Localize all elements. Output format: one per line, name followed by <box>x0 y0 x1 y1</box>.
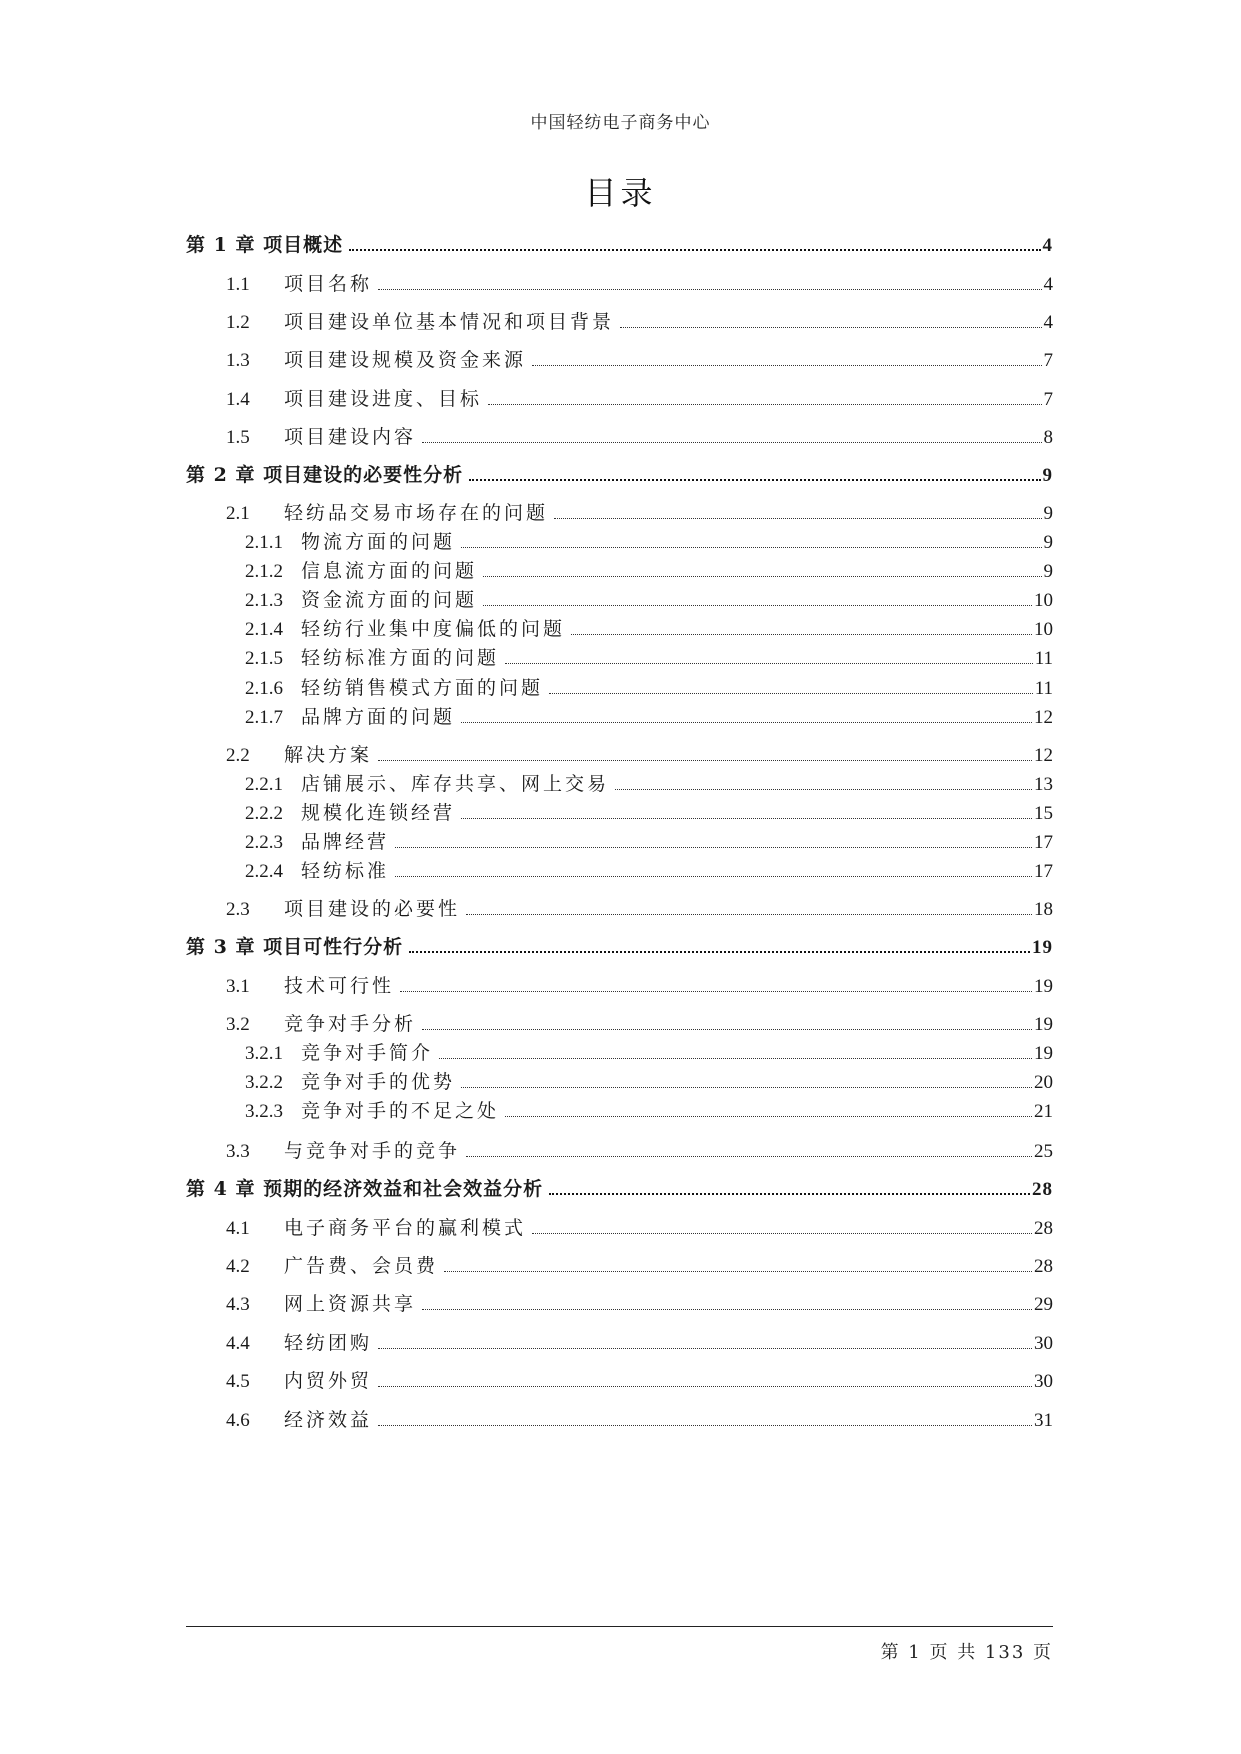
dot-leader <box>620 326 1041 328</box>
toc-entry-label: 项目建设单位基本情况和项目背景 <box>284 311 615 333</box>
dot-leader <box>439 1057 1032 1059</box>
dot-leader <box>532 1232 1032 1234</box>
toc-entry-sub[interactable] <box>186 587 1053 614</box>
dot-leader <box>549 692 1033 694</box>
toc-entry-sec[interactable] <box>186 1011 1053 1038</box>
toc-entry-page: 19 <box>1034 976 1053 997</box>
toc-entry-sec[interactable] <box>186 742 1053 769</box>
toc-entry-label: 项目建设规模及资金来源 <box>284 349 527 371</box>
toc-entry-label: 资金流方面的问题 <box>301 589 478 611</box>
toc-entry-chapter[interactable] <box>186 232 1053 259</box>
toc-entry-label: 竞争对手简介 <box>301 1042 434 1064</box>
toc-entry-sub[interactable] <box>186 1069 1053 1096</box>
toc-entry-number: 2.1.6 <box>245 678 283 699</box>
toc-entry-label: 轻纺品交易市场存在的问题 <box>284 502 549 524</box>
toc-entry-label: 经济效益 <box>284 1409 373 1431</box>
toc-entry-sec[interactable] <box>186 347 1053 374</box>
toc-entry-page: 9 <box>1043 561 1053 582</box>
dot-leader <box>409 950 1030 953</box>
toc-entry-sub[interactable] <box>186 771 1053 798</box>
toc-entry-sec[interactable] <box>186 1291 1053 1318</box>
toc-entry-number: 3.2 <box>226 1014 250 1035</box>
toc-entry-page: 25 <box>1034 1141 1053 1162</box>
toc-entry-number: 4.2 <box>226 1256 250 1277</box>
toc-entry-chapter[interactable] <box>186 462 1053 489</box>
toc-entry-label: 规模化连锁经营 <box>301 802 456 824</box>
toc-entry-label: 竞争对手分析 <box>284 1013 417 1035</box>
toc-entry-page: 18 <box>1034 899 1053 920</box>
toc-entry-page: 30 <box>1034 1333 1053 1354</box>
toc-entry-sec[interactable] <box>186 500 1053 527</box>
dot-leader <box>466 1155 1032 1157</box>
dot-leader <box>549 1192 1030 1195</box>
toc-entry-sub[interactable] <box>186 616 1053 643</box>
toc-entry-number: 4.3 <box>226 1294 250 1315</box>
toc-entry-sec[interactable] <box>186 1253 1053 1280</box>
toc-entry-page: 12 <box>1034 745 1053 766</box>
toc-entry-sec[interactable] <box>186 271 1053 298</box>
dot-leader <box>461 546 1041 548</box>
dot-leader <box>505 1115 1032 1117</box>
dot-leader <box>505 662 1033 664</box>
toc-entry-sub[interactable] <box>186 1098 1053 1125</box>
toc-entry-page: 20 <box>1034 1072 1053 1093</box>
toc-entry-page: 29 <box>1034 1294 1053 1315</box>
toc-entry-label: 第 3 章 项目可性行分析 <box>186 936 404 958</box>
dot-leader <box>483 604 1032 606</box>
page-number-footer: 第 1 页 共 133 页 <box>880 1642 1053 1663</box>
toc-entry-page: 12 <box>1034 707 1053 728</box>
toc-entry-number: 4.1 <box>226 1218 250 1239</box>
toc-entry-sub[interactable] <box>186 858 1053 885</box>
toc-entry-number: 4.4 <box>226 1333 250 1354</box>
toc-entry-page: 10 <box>1034 590 1053 611</box>
toc-entry-label: 竞争对手的优势 <box>301 1071 456 1093</box>
toc-entry-chapter[interactable] <box>186 1176 1053 1203</box>
toc-entry-page: 28 <box>1032 1179 1053 1200</box>
dot-leader <box>483 575 1041 577</box>
toc-entry-sec[interactable] <box>186 309 1053 336</box>
dot-leader <box>422 1308 1032 1310</box>
toc-entry-page: 7 <box>1043 350 1053 371</box>
toc-entry-page: 4 <box>1043 312 1053 333</box>
toc-entry-sub[interactable] <box>186 675 1053 702</box>
toc-entry-page: 8 <box>1043 427 1053 448</box>
toc-entry-sub[interactable] <box>186 558 1053 585</box>
toc-entry-number: 4.6 <box>226 1410 250 1431</box>
toc-entry-number: 2.2 <box>226 745 250 766</box>
toc-entry-page: 19 <box>1034 1043 1053 1064</box>
toc-entry-number: 2.1.1 <box>245 532 283 553</box>
toc-entry-number: 2.1.5 <box>245 648 283 669</box>
dot-leader <box>571 633 1032 635</box>
dot-leader <box>422 1028 1032 1030</box>
toc-entry-number: 2.1.7 <box>245 707 283 728</box>
toc-entry-label: 品牌方面的问题 <box>301 706 456 728</box>
toc-entry-sec[interactable] <box>186 1138 1053 1165</box>
dot-leader <box>378 1385 1032 1387</box>
toc-entry-label: 轻纺标准 <box>301 860 390 882</box>
toc-entry-sec[interactable] <box>186 1215 1053 1242</box>
toc-entry-number: 2.2.3 <box>245 832 283 853</box>
toc-entry-number: 2.1.4 <box>245 619 283 640</box>
toc-entry-page: 17 <box>1034 832 1053 853</box>
dot-leader <box>466 913 1032 915</box>
toc-entry-page: 4 <box>1043 274 1053 295</box>
dot-leader <box>554 517 1041 519</box>
toc-entry-label: 解决方案 <box>284 744 373 766</box>
toc-entry-label: 竞争对手的不足之处 <box>301 1100 500 1122</box>
dot-leader <box>378 288 1041 290</box>
dot-leader <box>378 759 1032 761</box>
dot-leader <box>461 817 1032 819</box>
toc-entry-label: 内贸外贸 <box>284 1370 373 1392</box>
toc-entry-sub[interactable] <box>186 1040 1053 1067</box>
toc-entry-page: 21 <box>1034 1101 1053 1122</box>
running-header: 中国轻纺电子商务中心 <box>530 113 711 133</box>
toc-entry-number: 3.1 <box>226 976 250 997</box>
toc-entry-number: 3.3 <box>226 1141 250 1162</box>
toc-entry-sec[interactable] <box>186 1407 1053 1434</box>
toc-entry-page: 30 <box>1034 1371 1053 1392</box>
toc-entry-number: 1.3 <box>226 350 250 371</box>
toc-entry-page: 11 <box>1034 678 1053 699</box>
toc-entry-label: 信息流方面的问题 <box>301 560 478 582</box>
toc-entry-sec[interactable] <box>186 386 1053 413</box>
dot-leader <box>488 403 1041 405</box>
toc-entry-label: 技术可行性 <box>284 975 395 997</box>
toc-entry-sub[interactable] <box>186 645 1053 672</box>
dot-leader <box>378 1347 1032 1349</box>
toc-entry-sub[interactable] <box>186 529 1053 556</box>
toc-entry-number: 1.5 <box>226 427 250 448</box>
toc-entry-page: 11 <box>1034 648 1053 669</box>
toc-entry-number: 1.1 <box>226 274 250 295</box>
toc-entry-number: 3.2.1 <box>245 1043 283 1064</box>
toc-entry-label: 项目名称 <box>284 273 373 295</box>
toc-entry-page: 19 <box>1034 1014 1053 1035</box>
toc-entry-page: 19 <box>1032 937 1053 958</box>
toc-entry-page: 9 <box>1042 465 1053 486</box>
toc-entry-label: 第 4 章 预期的经济效益和社会效益分析 <box>186 1178 544 1200</box>
toc-entry-number: 2.2.2 <box>245 803 283 824</box>
toc-entry-sub[interactable] <box>186 704 1053 731</box>
toc-entry-sec[interactable] <box>186 973 1053 1000</box>
toc-entry-sub[interactable] <box>186 800 1053 827</box>
dot-leader <box>378 1424 1032 1426</box>
dot-leader <box>444 1270 1032 1272</box>
toc-entry-label: 品牌经营 <box>301 831 390 853</box>
toc-entry-page: 31 <box>1034 1410 1053 1431</box>
dot-leader <box>395 846 1032 848</box>
toc-entry-label: 广告费、会员费 <box>284 1255 439 1277</box>
toc-entry-number: 1.2 <box>226 312 250 333</box>
toc-entry-page: 9 <box>1043 532 1053 553</box>
toc-entry-label: 轻纺行业集中度偏低的问题 <box>301 618 566 640</box>
toc-entry-number: 2.1.3 <box>245 590 283 611</box>
toc-entry-label: 轻纺团购 <box>284 1332 373 1354</box>
toc-entry-page: 9 <box>1043 503 1053 524</box>
toc-entry-page: 17 <box>1034 861 1053 882</box>
toc-entry-page: 4 <box>1042 235 1053 256</box>
toc-entry-label: 项目建设内容 <box>284 426 417 448</box>
toc-entry-label: 网上资源共享 <box>284 1293 417 1315</box>
toc-entry-page: 28 <box>1034 1256 1053 1277</box>
toc-entry-sec[interactable] <box>186 896 1053 923</box>
dot-leader <box>461 1086 1032 1088</box>
toc-entry-number: 1.4 <box>226 389 250 410</box>
toc-entry-label: 轻纺标准方面的问题 <box>301 647 500 669</box>
toc-entry-number: 2.2.4 <box>245 861 283 882</box>
toc-entry-number: 2.2.1 <box>245 774 283 795</box>
toc-entry-label: 第 2 章 项目建设的必要性分析 <box>186 464 464 486</box>
toc-entry-label: 电子商务平台的赢利模式 <box>284 1217 527 1239</box>
toc-entry-page: 10 <box>1034 619 1053 640</box>
toc-entry-page: 28 <box>1034 1218 1053 1239</box>
toc-entry-page: 13 <box>1034 774 1053 795</box>
dot-leader <box>349 248 1040 251</box>
toc-entry-label: 店铺展示、库存共享、网上交易 <box>301 773 610 795</box>
toc-entry-label: 项目建设的必要性 <box>284 898 461 920</box>
toc-entry-page: 15 <box>1034 803 1053 824</box>
toc-entry-label: 轻纺销售模式方面的问题 <box>301 677 544 699</box>
dot-leader <box>615 788 1032 790</box>
toc-entry-number: 2.3 <box>226 899 250 920</box>
toc-entry-label: 物流方面的问题 <box>301 531 456 553</box>
dot-leader <box>469 478 1040 481</box>
toc-entry-sec[interactable] <box>186 1330 1053 1357</box>
dot-leader <box>395 875 1032 877</box>
toc-entry-number: 3.2.2 <box>245 1072 283 1093</box>
toc-entry-page: 7 <box>1043 389 1053 410</box>
toc-entry-label: 第 1 章 项目概述 <box>186 234 344 256</box>
dot-leader <box>422 441 1041 443</box>
toc-entry-chapter[interactable] <box>186 934 1053 961</box>
toc-entry-number: 3.2.3 <box>245 1101 283 1122</box>
page-title: 目录 <box>584 174 657 212</box>
toc-entry-label: 项目建设进度、目标 <box>284 388 483 410</box>
toc-entry-number: 2.1 <box>226 503 250 524</box>
toc-entry-sec[interactable] <box>186 424 1053 451</box>
dot-leader <box>532 364 1041 366</box>
toc-entry-number: 2.1.2 <box>245 561 283 582</box>
toc-entry-label: 与竞争对手的竞争 <box>284 1140 461 1162</box>
toc-entry-number: 4.5 <box>226 1371 250 1392</box>
dot-leader <box>461 721 1032 723</box>
footer-divider <box>186 1626 1053 1627</box>
dot-leader <box>400 990 1032 992</box>
toc-entry-sec[interactable] <box>186 1368 1053 1395</box>
toc-entry-sub[interactable] <box>186 829 1053 856</box>
